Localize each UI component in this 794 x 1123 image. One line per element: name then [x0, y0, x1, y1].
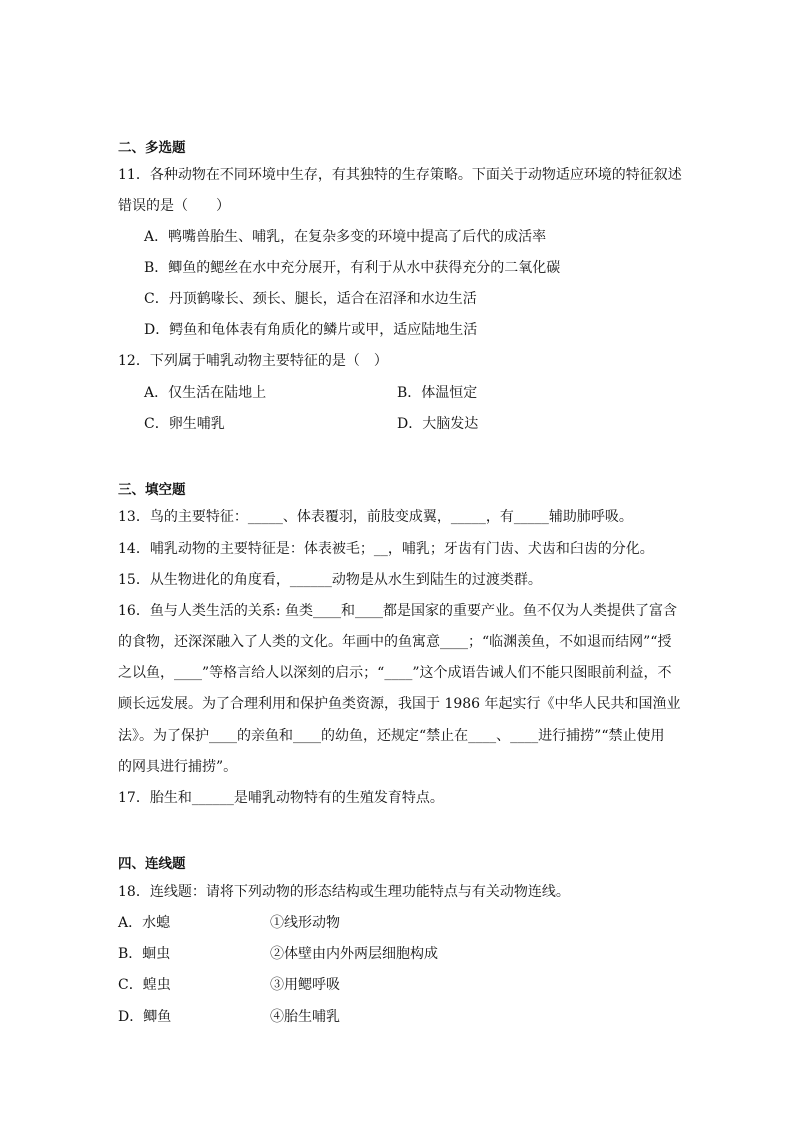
section-title: 四、连线题 [118, 856, 186, 872]
question-16-line6: 的网具进行捕捞”。 [118, 759, 238, 775]
q12-option-c: C．卵生哺乳 [144, 416, 225, 432]
question-16-line3: 之以鱼，____”等格言给人以深刻的启示；“____”这个成语告诫人们不能只图眼前利益，不 [118, 665, 672, 681]
question-18: 18．连线题：请将下列动物的形态结构或生理功能特点与有关动物连线。 [118, 884, 570, 900]
section-title: 二、多选题 [118, 140, 186, 156]
question-12-stem: 12．下列属于哺乳动物主要特征的是（ ） [118, 353, 388, 369]
match-right-item: ④胎生哺乳 [270, 1009, 340, 1025]
question-15: 15．从生物进化的角度看，______动物是从水生到陆生的过渡类群。 [118, 572, 542, 588]
q12-option-d: D．大脑发达 [397, 416, 479, 432]
match-right-item: ②体壁由内外两层细胞构成 [270, 946, 438, 962]
question-11-line1: 11．各种动物在不同环境中生存，有其独特的生存策略。下面关于动物适应环境的特征叙述 [118, 167, 682, 183]
question-13: 13．鸟的主要特征：_____、体表覆羽，前肢变成翼，_____，有_____辅助肺呼吸。 [118, 509, 633, 525]
q11-option-b: B．鲫鱼的鳃丝在水中充分展开，有利于从水中获得充分的二氧化碳 [144, 260, 561, 276]
question-14: 14．哺乳动物的主要特征是：体表被毛；__，哺乳；牙齿有门齿、犬齿和臼齿的分化。 [118, 541, 654, 557]
section-title: 三、填空题 [118, 482, 186, 498]
match-right-item: ①线形动物 [270, 915, 340, 931]
question-11-line2: 错误的是（ ） [118, 198, 230, 214]
question-17: 17．胎生和______是哺乳动物特有的生殖发育特点。 [118, 790, 444, 806]
match-left-item: D．鲫鱼 [118, 1009, 172, 1025]
match-left-item: B．蛔虫 [118, 946, 171, 962]
match-left-item: C．蝗虫 [118, 977, 171, 993]
question-16-line1: 16．鱼与人类生活的关系: 鱼类____和____都是国家的重要产业。鱼不仅为人类提供了富含 [118, 603, 677, 619]
match-right-item: ③用鳃呼吸 [270, 977, 340, 993]
question-16-line4: 顾长远发展。为了合理利用和保护鱼类资源，我国于 1986 年起实行《中华人民共和国渔业 [118, 696, 681, 712]
q11-option-c: C．丹顶鹤喙长、颈长、腿长，适合在沼泽和水边生活 [144, 291, 477, 307]
q11-option-d: D．鳄鱼和龟体表有角质化的鳞片或甲，适应陆地生活 [144, 322, 478, 338]
q12-option-b: B．体温恒定 [397, 385, 478, 401]
question-16-line5: 法》。为了保护____的亲鱼和____的幼鱼，还规定“禁止在____、____进行捕捞”“禁止使用 [118, 728, 665, 744]
match-left-item: A．水螅 [118, 915, 171, 931]
q12-option-a: A．仅生活在陆地上 [144, 385, 267, 401]
q11-option-a: A．鸭嘴兽胎生、哺乳，在复杂多变的环境中提高了后代的成活率 [144, 229, 547, 245]
question-16-line2: 的食物，还深深融入了人类的文化。年画中的鱼寓意____；“临渊羡鱼，不如退而结网”“授 [118, 634, 672, 650]
